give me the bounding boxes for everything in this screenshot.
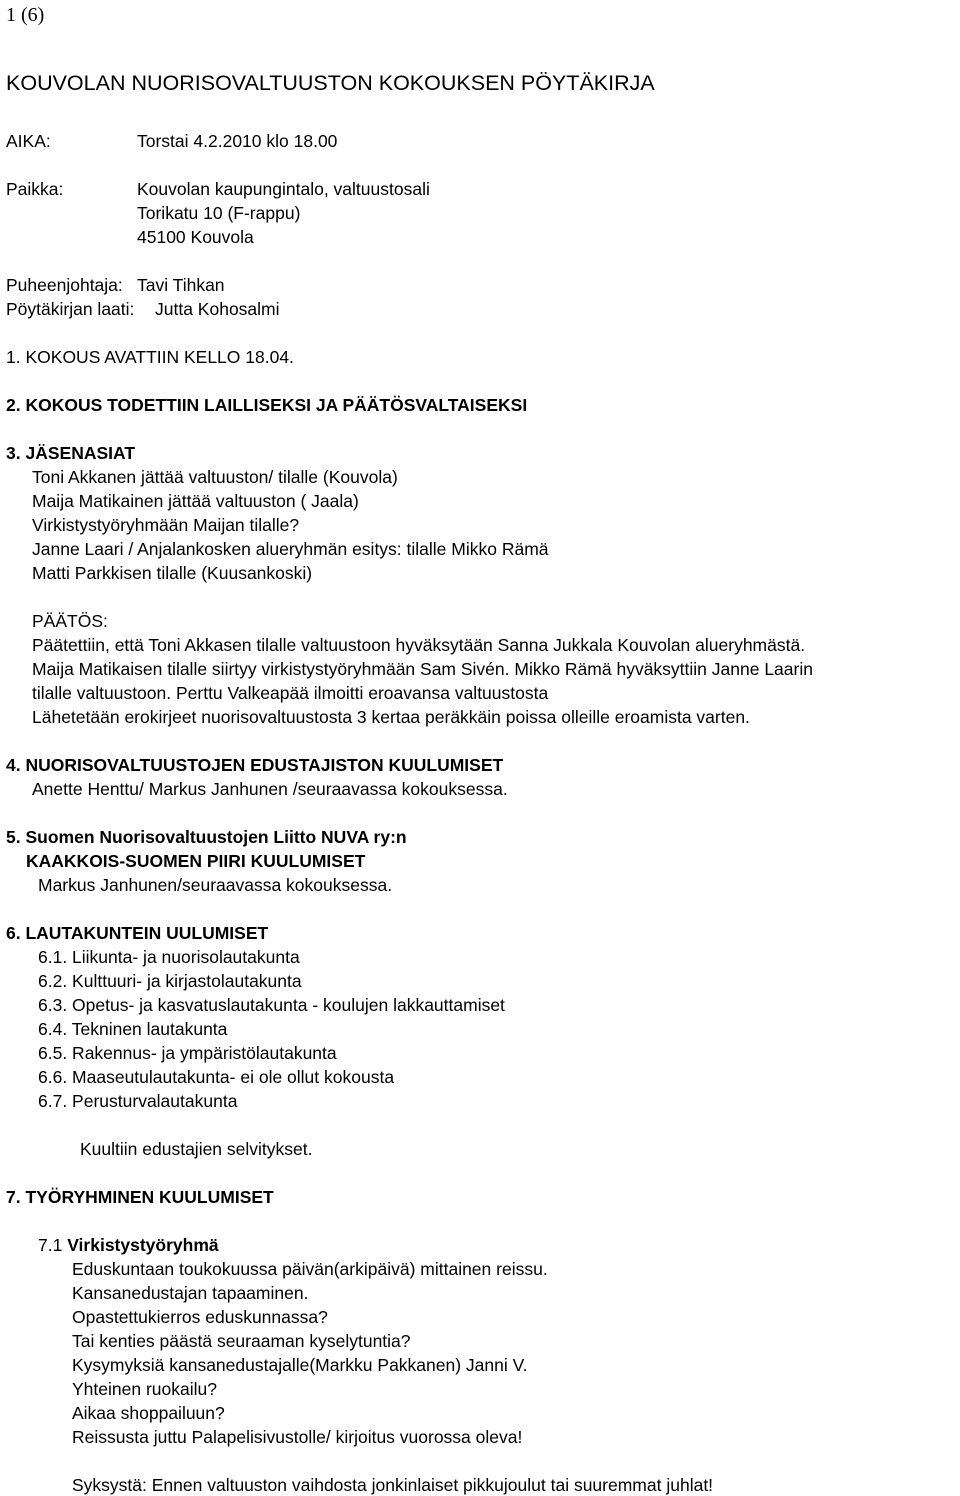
section-number: 2. <box>6 395 21 415</box>
subsection-number: 7.1 <box>38 1235 63 1255</box>
section-number: 7. <box>6 1187 21 1207</box>
body-line: Reissusta juttu Palapelisivustolle/ kirjoitus vuorossa oleva! <box>72 1427 523 1447</box>
decision-line: Maija Matikaisen tilalle siirtyy virkistystyöryhmään Sam Sivén. Mikko Rämä hyväksyttiin Janne Laarin <box>32 659 813 679</box>
body-line: Kysymyksiä kansanedustajalle(Markku Pakkanen) Janni V. <box>72 1355 528 1375</box>
list-item: 6.1. Liikunta- ja nuorisolautakunta <box>38 947 300 967</box>
section-7-heading <box>6 1186 274 1208</box>
aika-label: AIKA: <box>6 131 51 151</box>
section-number: 1. <box>6 347 21 367</box>
paikka-line: Torikatu 10 (F-rappu) <box>137 203 301 223</box>
body-line: Eduskuntaan toukokuussa päivän(arkipäivä) mittainen reissu. <box>72 1259 548 1279</box>
aika-value: Torstai 4.2.2010 klo 18.00 <box>137 131 338 151</box>
section-6-note: Kuultiin edustajien selvitykset. <box>80 1139 313 1159</box>
document-title: KOUVOLAN NUORISOVALTUUSTON KOKOUKSEN PÖYTÄKIRJA <box>6 71 655 95</box>
section-title: NUORISOVALTUUSTOJEN EDUSTAJISTON KUULUMISET <box>25 755 504 775</box>
section-6-heading <box>6 922 268 944</box>
section-5-subtitle: KAAKKOIS-SUOMEN PIIRI KUULUMISET <box>26 851 366 871</box>
chair-value: Tavi Tihkan <box>137 275 225 295</box>
section-title: Suomen Nuorisovaltuustojen Liitto NUVA ry:n <box>25 827 407 847</box>
section-number: 3. <box>6 443 21 463</box>
paikka-line: 45100 Kouvola <box>137 227 254 247</box>
paikka-label: Paikka: <box>6 179 64 199</box>
chair-label: Puheenjohtaja: <box>6 275 123 295</box>
section-4-heading <box>6 754 503 776</box>
closing-line: Syksystä: Ennen valtuuston vaihdosta jonkinlaiset pikkujoulut tai suuremmat juhlat! <box>72 1475 714 1495</box>
body-line: Kansanedustajan tapaaminen. <box>72 1283 309 1303</box>
list-item: 6.3. Opetus- ja kasvatuslautakunta - koulujen lakkauttamiset <box>38 995 505 1015</box>
list-item: 6.4. Tekninen lautakunta <box>38 1019 228 1039</box>
body-line: Opastettukierros eduskunnassa? <box>72 1307 328 1327</box>
section-number: 6. <box>6 923 21 943</box>
section-title: JÄSENASIAT <box>25 443 136 463</box>
subsection-title: Virkistystyöryhmä <box>67 1235 219 1255</box>
body-line: Yhteinen ruokailu? <box>72 1379 217 1399</box>
body-line: Markus Janhunen/seuraavassa kokouksessa. <box>38 875 393 895</box>
decision-line: Päätettiin, että Toni Akkasen tilalle valtuustoon hyväksytään Sanna Jukkala Kouvolan alueryhmästä. <box>32 635 806 655</box>
section-5-heading <box>6 826 407 848</box>
page-number: 1 (6) <box>6 4 45 26</box>
decision-line: Lähetetään erokirjeet nuorisovaltuustosta 3 kertaa peräkkäin poissa olleille eroamista varten. <box>32 707 750 727</box>
section-number: 4. <box>6 755 21 775</box>
body-line: Maija Matikainen jättää valtuuston ( Jaala) <box>32 491 359 511</box>
list-item: 6.2. Kulttuuri- ja kirjastolautakunta <box>38 971 302 991</box>
list-item: 6.5. Rakennus- ja ympäristölautakunta <box>38 1043 337 1063</box>
decision-line: tilalle valtuustoon. Perttu Valkeapää ilmoitti eroavansa valtuustosta <box>32 683 549 703</box>
subsection-7-1-heading <box>38 1234 219 1256</box>
section-title: KOKOUS AVATTIIN KELLO 18.04. <box>25 347 294 367</box>
section-title: LAUTAKUNTEIN UULUMISET <box>25 923 269 943</box>
minutes-value: Jutta Kohosalmi <box>155 299 280 319</box>
body-line: Aikaa shoppailuun? <box>72 1403 225 1423</box>
body-line: Janne Laari / Anjalankosken alueryhmän esitys: tilalle Mikko Rämä <box>32 539 549 559</box>
section-title: TYÖRYHMINEN KUULUMISET <box>25 1187 274 1207</box>
list-item: 6.7. Perusturvalautakunta <box>38 1091 238 1111</box>
body-line: Matti Parkkisen tilalle (Kuusankoski) <box>32 563 313 583</box>
section-title: KOKOUS TODETTIIN LAILLISEKSI JA PÄÄTÖSVALTAISEKSI <box>25 395 528 415</box>
section-number: 5. <box>6 827 21 847</box>
body-line: Anette Henttu/ Markus Janhunen /seuraavassa kokouksessa. <box>32 779 508 799</box>
section-3-heading <box>6 442 135 464</box>
paikka-line: Kouvolan kaupungintalo, valtuustosali <box>137 179 430 199</box>
section-1-heading <box>6 346 294 368</box>
minutes-label: Pöytäkirjan laati: <box>6 299 135 319</box>
body-line: Tai kenties päästä seuraaman kyselytuntia? <box>72 1331 411 1351</box>
body-line: Toni Akkanen jättää valtuuston/ tilalle (Kouvola) <box>32 467 398 487</box>
list-item: 6.6. Maaseutulautakunta- ei ole ollut kokousta <box>38 1067 395 1087</box>
decision-label: PÄÄTÖS: <box>32 611 108 631</box>
section-2-heading <box>6 394 527 416</box>
body-line: Virkistystyöryhmään Maijan tilalle? <box>32 515 300 535</box>
